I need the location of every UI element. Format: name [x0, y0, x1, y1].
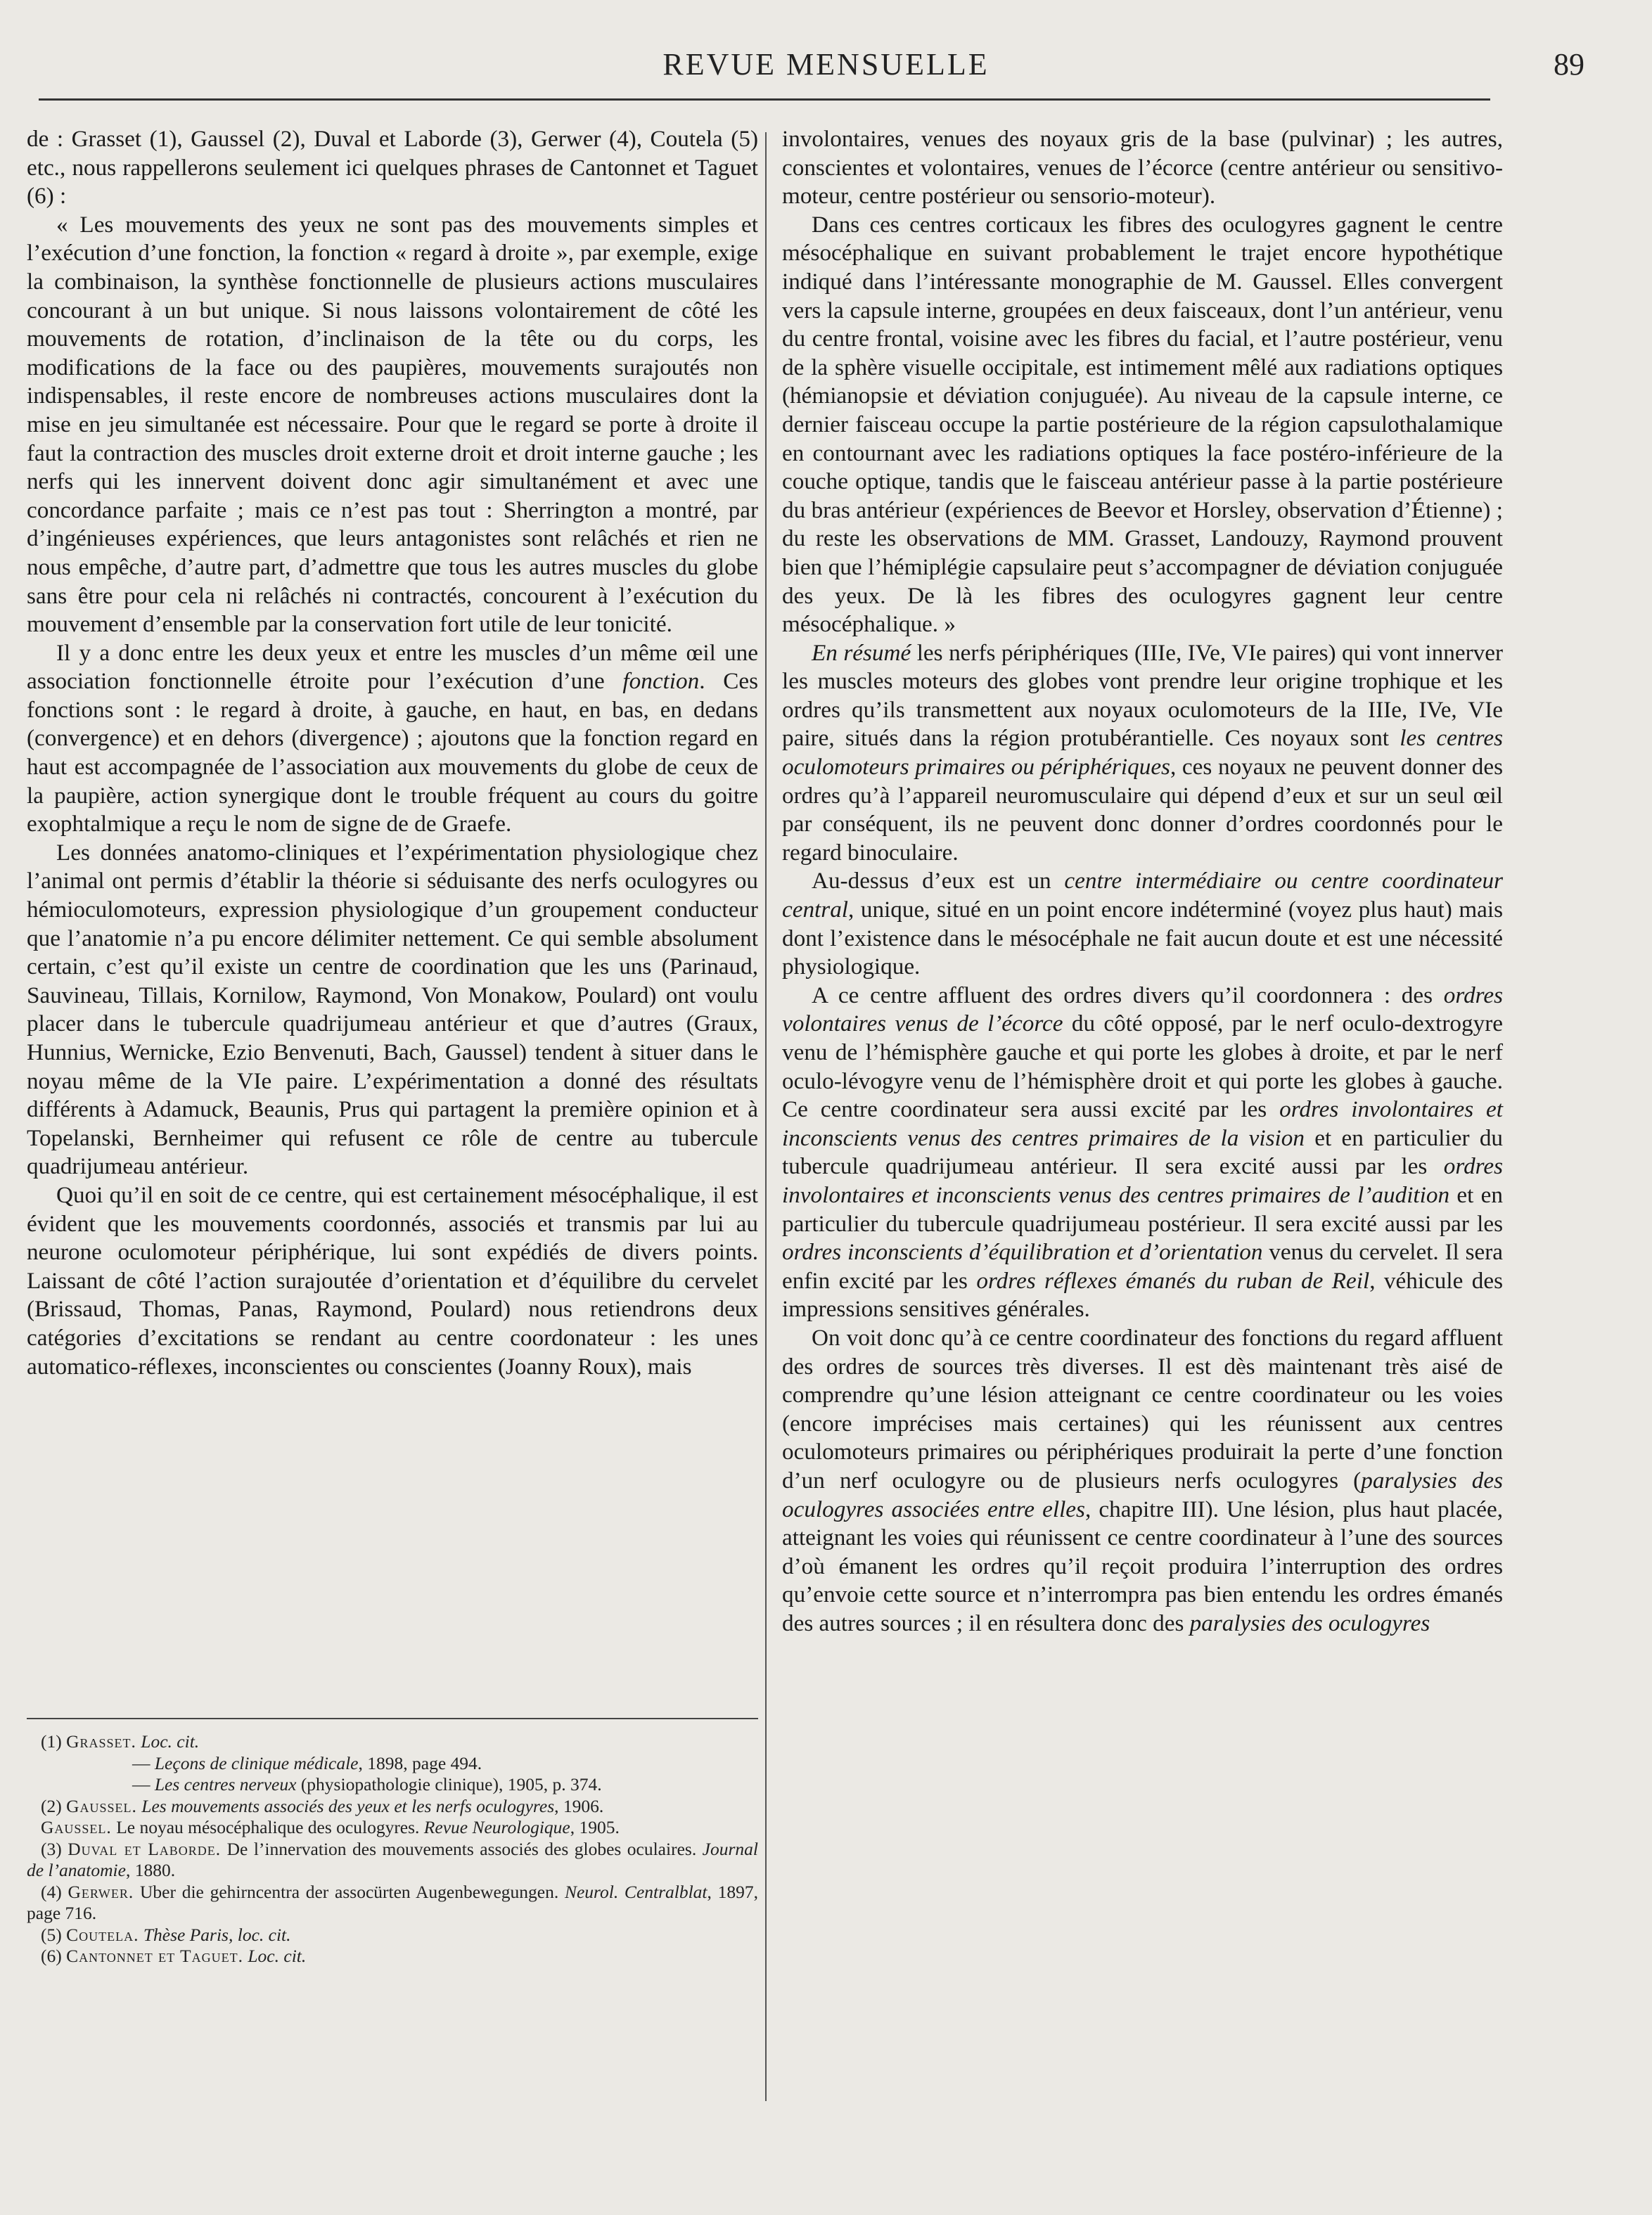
left-column	[27, 125, 758, 1381]
text-run: Il y a donc entre les deux yeux et entre les muscles d’un même œil une association fonctionnelle étroite pour l’exécution d’une	[27, 639, 758, 695]
footnote-ref: Revue Neurologique	[423, 1817, 570, 1837]
footnote-tail: (physiopathologie clinique), 1905, p. 374.	[296, 1774, 602, 1795]
footnote-author: Grasset.	[66, 1731, 136, 1752]
paragraph	[782, 1324, 1503, 1638]
paragraph	[782, 867, 1503, 981]
footnote-ref: Neurol. Centralblat	[564, 1881, 707, 1902]
footnote-author: Gerwer.	[68, 1881, 134, 1902]
footnote-rule	[27, 1718, 758, 1719]
footnote	[27, 1839, 758, 1882]
italic-run: ordres volontaires venus de l’écorce	[782, 982, 1503, 1037]
footnote-text: Le noyau mésocéphalique des oculogyres.	[111, 1817, 424, 1837]
italic-run: fonction	[622, 668, 700, 695]
footnote	[27, 1796, 758, 1818]
footnote	[27, 1774, 758, 1796]
footnote	[27, 1753, 758, 1775]
paragraph: Quoi qu’il en soit de ce centre, qui est certainement mésocéphalique, il est évident que les mouvements coordonnés, associés et transmis par lui au neurone oculomoteur périphérique, lui sont expédiés de divers points. Laissant de côté l’action surajoutée d’orientation et d’équilibre du cervelet (Brissaud, Thomas, Panas, Raymond, Poulard) nous retiendrons deux catégories d’excitations se rendant au centre coordonateur : les unes automatico-réflexes, inconscientes ou conscientes (Joanny Roux), mais	[27, 1181, 758, 1380]
footnote-number: (2)	[41, 1795, 62, 1816]
footnote-author: Gaussel.	[66, 1795, 137, 1816]
text-run: A ce centre affluent des ordres divers qu’il coordonnera : des	[812, 982, 1444, 1008]
footnote-number: (3)	[41, 1838, 62, 1859]
column-divider	[765, 132, 767, 2101]
footnote-author: Coutela.	[66, 1924, 139, 1945]
footnote-ref: Leçons de clinique médicale	[154, 1752, 359, 1773]
footnote-ref: Thèse Paris, loc. cit.	[143, 1924, 291, 1945]
text-run: venus du cervelet. Il sera enfin excité par les	[782, 1239, 1503, 1294]
text-run: et en particulier du tubercule quadrijumeau postérieur. Il sera excité aussi par les	[782, 1181, 1504, 1237]
footnote-author: Cantonnet et Taguet.	[66, 1946, 243, 1966]
footnote-number: (5)	[41, 1924, 62, 1945]
journal-title: REVUE MENSUELLE	[662, 47, 990, 82]
header-rule	[39, 98, 1490, 101]
text-run: les nerfs périphériques (IIIe, IVe, VIe paires) qui vont innerver les muscles moteurs des globes vont prendre leur origine trophique et les ordres qu’ils transmettent aux noyaux oculomoteurs de la IIIe, IVe, VIe paire, situés dans la région protubérantielle. Ces noyaux sont	[782, 639, 1503, 752]
footnote	[27, 1882, 758, 1925]
footnote-ref: Journal de l’anatomie	[27, 1838, 758, 1880]
italic-run: En résumé	[812, 639, 911, 666]
text-run: du côté opposé, par le nerf oculo-dextrogyre venu de l’hémisphère gauche et qui porte les globes à droite, et par le nerf oculo-lévogyre venu de l’hémisphère droit et qui porte les globes à gauche. Ce centre coordinateur sera aussi excité par les	[782, 1010, 1503, 1123]
footnote-author: Duval et Laborde.	[68, 1838, 222, 1859]
italic-run: paralysies des oculogyres associées entre elles	[782, 1467, 1503, 1522]
italic-run: centre intermédiaire ou centre coordinateur central	[782, 868, 1503, 923]
text-run: Au-dessus d’eux est un	[812, 868, 1065, 894]
footnote-dash: —	[132, 1774, 151, 1795]
footnote-tail: , 1906.	[554, 1795, 604, 1816]
text-run: , véhicule des impressions sensitives générales.	[782, 1267, 1504, 1323]
paragraph	[782, 639, 1503, 868]
footnote-ref: Les mouvements associés des yeux et les nerfs oculogyres	[141, 1795, 555, 1816]
paragraph	[27, 639, 758, 839]
paragraph: Les données anatomo-cliniques et l’expérimentation physiologique chez l’animal ont permis d’établir la théorie si séduisante des nerfs oculogyres ou hémioculomoteurs, expression physiologique d’un groupement conducteur que l’anatomie n’a pu encore délimiter nettement. Ce qui semble absolument certain, c’est qu’il existe un centre de coordination que les uns (Parinaud, Sauvineau, Tillais, Kornilow, Raymond, Von Monakow, Poulard) ont voulu placer dans le tubercule quadrijumeau antérieur et que d’autres (Graux, Hunnius, Wernicke, Ezio Benvenuti, Bach, Gaussel) tendent à situer dans le noyau même de la VIe paire. L’expérimentation a donné des résultats différents à Adamuck, Beaunis, Prus qui partagent la première opinion et à Topelanski, Bernheimer qui refusent ce rôle de centre au tubercule quadrijumeau antérieur.	[27, 839, 758, 1180]
italic-run: ordres inconscients d’équilibration et d’orientation	[782, 1239, 1263, 1266]
footnote-author: Gaussel.	[41, 1817, 112, 1837]
footnote-number: (6)	[41, 1946, 62, 1966]
footnote	[27, 1946, 758, 1967]
paragraph: Dans ces centres corticaux les fibres des oculogyres gagnent le centre mésocéphalique en suivant probablement le trajet encore hypothétique indiqué dans l’intéressante monographie de M. Gaussel. Elles convergent vers la capsule interne, groupées en deux faisceaux, dont l’un antérieur, venu du centre frontal, voisine avec les fibres du facial, et l’autre postérieur, venu de la sphère visuelle occipitale, est intimement mêlé aux radiations optiques (hémianopsie et déviation conjuguée). Au niveau de la capsule interne, ce dernier faisceau occupe la partie postérieure de la région capsulothalamique en contournant avec les radiations optiques la face postéro-inférieure de la couche optique, tandis que le faisceau antérieur passe à la partie postérieure du bras antérieur (expériences de Beevor et Horsley, observation d’Étienne) ; du reste les observations de MM. Grasset, Landouzy, Raymond prouvent bien que l’hémiplégie capsulaire peut s’accompagner de déviation conjuguée des yeux. De là les fibres des oculogyres gagnent leur centre mésocéphalique. »	[782, 211, 1503, 638]
footnote	[27, 1817, 758, 1839]
footnote-text: Uber die gehirncentra der assocürten Augenbewegungen.	[134, 1881, 565, 1902]
text-run: , ces noyaux ne peuvent donner des ordres qu’à l’appareil neuromusculaire qui dépend d’eux et sur un seul œil par conséquent, ils ne peuvent donc donner d’ordres coordonnés pour le regard binoculaire.	[782, 754, 1503, 866]
footnote-dash: —	[132, 1752, 151, 1773]
footnote	[27, 1925, 758, 1946]
text-run: , unique, situé en un point encore indéterminé (voyez plus haut) mais dont l’existence dans le mésocéphale ne fait aucun doute et est une nécessité physiologique.	[782, 897, 1503, 980]
text-run: . Ces fonctions sont : le regard à droite, à gauche, en haut, en bas, en dedans (convergence) et en dehors (divergence) ; ajoutons que la fonction regard en haut est accompagnée de l’association aux mouvements du globe de ceux de la paupière, action synergique dont le trouble fréquent au cours du goitre exophtalmique a reçu le nom de signe de de Graefe.	[27, 668, 758, 837]
running-header	[42, 41, 1610, 90]
footnote-tail: , 1898, page 494.	[358, 1752, 482, 1773]
paragraph	[782, 982, 1503, 1324]
italic-run: les centres oculomoteurs primaires ou périphériques	[782, 725, 1503, 781]
italic-run: ordres réflexes émanés du ruban de Reil	[976, 1267, 1370, 1294]
text-run: On voit donc qu’à ce centre coordinateur des fonctions du regard affluent des ordres de sources très diverses. Il est dès maintenant très aisé de comprendre qu’une lésion atteignant ce centre coordinateur ou les voies (encore imprécises mais certaines) qui les réunissent aux centres oculomoteurs primaires ou périphériques produirait la perte d’une fonction d’un nerf oculogyre ou de plusieurs nerfs oculogyres (	[782, 1324, 1503, 1494]
footnote	[27, 1731, 758, 1753]
paragraph: involontaires, venues des noyaux gris de la base (pulvinar) ; les autres, conscientes et volontaires, venues de l’écorce (centre antérieur ou sensitivo-moteur, centre postérieur ou sensorio-moteur).	[782, 126, 1503, 210]
footnote-ref: Loc. cit.	[141, 1731, 200, 1752]
italic-run: ordres involontaires et inconscients venus des centres primaires de l’audition	[782, 1153, 1503, 1208]
paragraph: de : Grasset (1), Gaussel (2), Duval et Laborde (3), Gerwer (4), Coutela (5) etc., nous rappellerons seulement ici quelques phrases de Cantonnet et Taguet (6) :	[27, 126, 758, 210]
footnote-text: De l’innervation des mouvements associés des globes oculaires.	[221, 1838, 703, 1859]
footnote-ref: Loc. cit.	[248, 1946, 307, 1966]
footnote-number: (1)	[41, 1731, 62, 1752]
page-number: 89	[1554, 47, 1584, 82]
footnote-tail: , 1905.	[570, 1817, 620, 1837]
footnotes	[27, 1731, 758, 1967]
paragraph: « Les mouvements des yeux ne sont pas des mouvements simples et l’exécution d’une fonction, la fonction « regard à droite », par exemple, exige la combinaison, la synthèse fonctionnelle de plusieurs actions musculaires concourant à un but unique. Si nous laissons volontairement de côté les mouvements de rotation, d’inclinaison de la tête ou du corps, les modifications de la face ou des paupières, mouvements surajoutés non indispensables, il reste encore de nombreuses actions musculaires dont la mise en jeu simultanée est nécessaire. Pour que le regard se porte à droite il faut la contraction des muscles droit externe droit et droit interne gauche ; les nerfs qui les innervent doivent donc agir simultanément et avec une concordance parfaite ; mais ce n’est pas tout : Sherrington a montré, par d’ingénieuses expériences, que leurs antagonistes sont relâchés et rien ne nous empêche, d’autre part, d’admettre que tous les autres muscles du globe sans être pour cela ni relâchés ni contractés, concourent à l’exécution du mouvement d’ensemble par la conservation fort utile de leur tonicité.	[27, 211, 758, 638]
italic-run: ordres involontaires et inconscients venus des centres primaires de la vision	[782, 1096, 1503, 1151]
text-run: et en particulier du tubercule quadrijumeau antérieur. Il sera excité aussi par les	[782, 1124, 1504, 1180]
footnote-ref: Les centres nerveux	[154, 1774, 297, 1795]
right-column	[782, 125, 1503, 1638]
footnote-tail: , 1897, page 716.	[27, 1881, 759, 1923]
footnote-number: (4)	[41, 1881, 62, 1902]
italic-run: paralysies des oculogyres	[1189, 1610, 1430, 1636]
text-run: , chapitre III). Une lésion, plus haut placée, atteignant les voies qui réunissent ce centre coordinateur à l’une des sources d’où émanent les ordres qu’il reçoit produira l’interruption des ordres qu’envoie cette source et n’interrompra pas bien entendu les ordres émanés des autres sources ; il en résultera donc des	[782, 1496, 1503, 1636]
footnote-tail: , 1880.	[125, 1860, 176, 1880]
